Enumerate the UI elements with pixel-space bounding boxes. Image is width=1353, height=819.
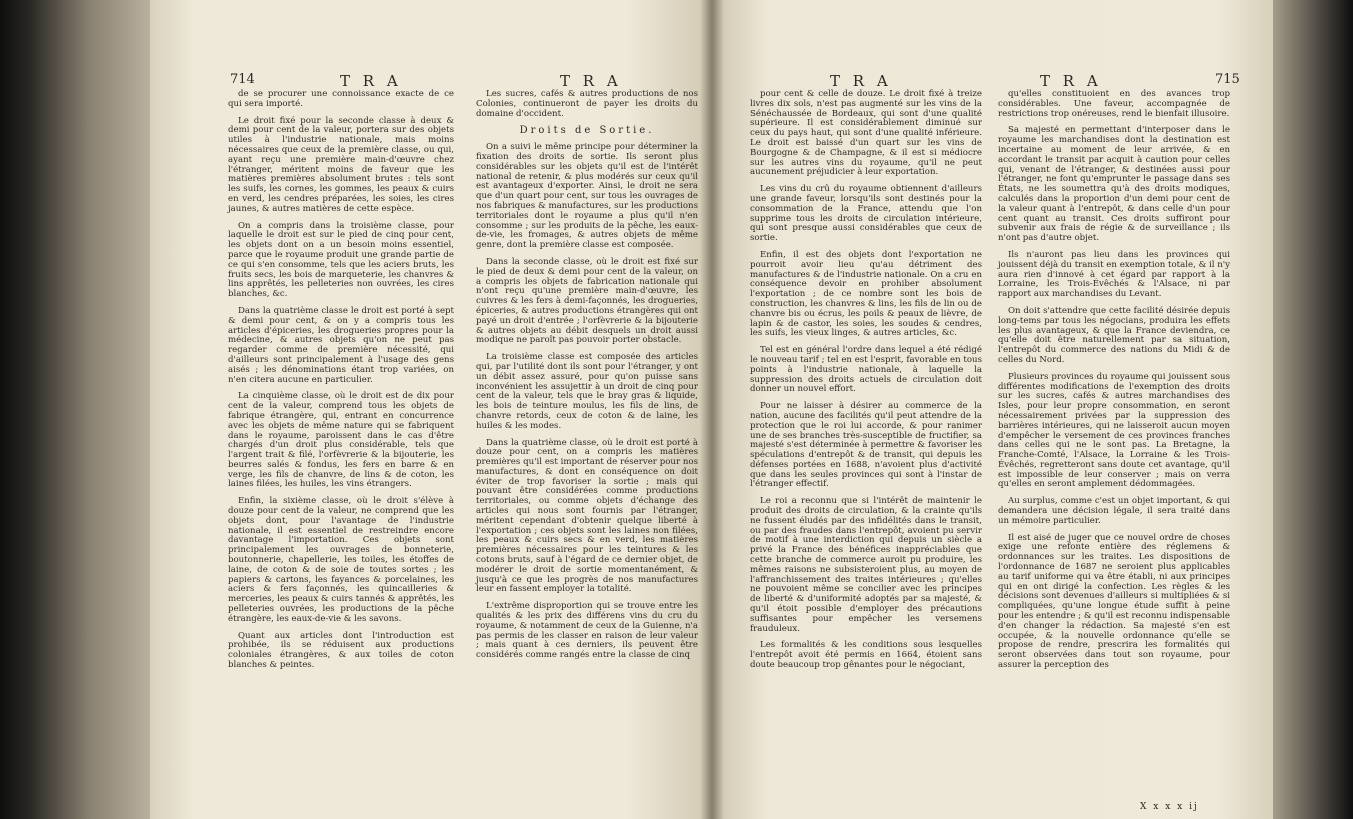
paragraph: qu'elles constituoient en des avances trop considérables. Une faveur, accompagnée de restrictions trop onéreuses, rend le bienfait illusoire.: [998, 89, 1230, 119]
left-column-1: [228, 90, 454, 678]
paragraph: On a compris dans la troisième classe, pour laquelle le droit est sur le pied de cinq pour cent, les objets dont on a un besoin moins essentiel, parce que le royaume produit une grande partie de ce qui s'en consomme, tels que les aciers bruts, les fruits secs, les bois de marqueterie, les chanvres & lins apprêtés, les pelleteries non ouvrées, les cires blanches, &c.: [228, 220, 454, 300]
right-column-2: [998, 90, 1230, 678]
paragraph: Le roi a reconnu que si l'intérêt de maintenir le produit des droits de circulation, & la crainte qu'ils ne fussent éludés par des infidélités dans le transit, ou par des fraudes dans l'entrepôt, avoient pu servir de motif à une interdiction qui depuis un siècle a privé la France des bénéfices inappréciables que cette branche de commerce auroit pu produire, les mêmes raisons ne subsisteroient plus, au moyen de l'affranchissement des traites intérieures ; qu'elles ne pouvoient même se concilier avec les principes de liberté & d'uniformité adoptés par sa majesté, & qu'il étoit possible d'employer des précautions suffisantes pour empêcher les versemens frauduleux.: [750, 496, 982, 634]
paragraph: pour cent & celle de douze. Le droit fixé à treize livres dix sols, n'est pas augmenté sur les vins de la Sénéchaussée de Bordeaux, qui sont d'une qualité supérieure. Il est considérablement diminué sur ceux du pays haut, qui sont d'une qualité inférieure. Le droit est baissé d'un quart sur les vins de Bourgogne & de Champagne, & il est si médiocre sur les autres vins du royaume, qu'il ne peut aucunement préjudicier à leur exportation.: [750, 89, 982, 178]
left-page-number: 714: [230, 72, 255, 87]
paragraph: Sa majesté en permettant d'interposer dans le royaume les marchandises dont la destination est incertaine au moment de leur arrivée, & en accordant le transit par acquit à caution pour celles qui, venant de l'étranger, & destinées aussi pour l'étranger, ne font qu'emprunter le passage dans ses États, ne les soumettra qu'à des droits modiques, calculés dans la proportion d'un demi pour cent de la valeur quant à l'entrepôt, & dans celle d'un pour cent quant au transit. Ces droits suffiront pour subvenir aux frais de régie & de surveillance ; ils n'ont pas d'autre objet.: [998, 125, 1230, 244]
right-column-1: [750, 90, 982, 678]
paragraph: On doit s'attendre que cette facilité désirée depuis long-tems par tous les négocians, produira les effets les plus avantageux, & que la France deviendra, ce qu'elle doit être naturellement par sa situation, l'entrepôt du commerce des nations du Midi & de celles du Nord.: [998, 305, 1230, 365]
left-running-head-2: T R A: [560, 72, 622, 90]
paragraph: L'extrême disproportion qui se trouve entre les qualités & les prix des différens vins du cru du royaume, & notamment de ceux de la Guienne, n'a pas permis de les classer en raison de leur valeur ; mais quant à ces derniers, ils peuvent être considérés comme rangés entre la classe de cinq: [476, 601, 698, 661]
paragraph: On a suivi le même principe pour déterminer la fixation des droits de sortie. Ils seront plus considérables sur les objets qu'il est de l'intérêt national de retenir, & plus modérés sur ceux qu'il est avantageux d'exporter. Ainsi, le droit ne sera que d'un quart pour cent, sur tous les ouvrages de nos fabriques & manufactures, sur les productions territoriales dont le royaume a plus qu'il n'en consomme ; sur les produits de la pêche, les eaux-de-vie, les fromages, & autres objets de même genre, dont la première classe est composée.: [476, 142, 698, 251]
left-column-2: [476, 90, 698, 668]
section-heading-droits-de-sortie: Droits de Sortie.: [519, 125, 655, 137]
paragraph: Les vins du crû du royaume obtiennent d'ailleurs une grande faveur, lorsqu'ils sont destinés pour la consommation de la France, attendu que l'on supprime tous les droits de circulation intérieure, qui sont presque aussi considérables que ceux de sortie.: [750, 184, 982, 244]
paragraph: Enfin, la sixième classe, où le droit s'élève à douze pour cent de la valeur, ne comprend que les objets dont, pour l'avantage de l'industrie nationale, il est essentiel de restreindre encore davantage l'importation. Ces objets sont principalement les ouvrages de bonneterie, boutonnerie, chapellerie, les toiles, les étoffes de laine, de coton & de soie de toutes sortes ; les papiers & cartons, les fayances & porcelaines, les aciers & fers façonnés, les quincailleries & merceries, les peaux & cuirs tannés & apprêtés, les pelleteries ouvrées, les productions de la pêche étrangère, les eaux-de-vie & les savons.: [228, 496, 454, 624]
book-edge-right: [1273, 0, 1353, 819]
paragraph: Le droit fixé pour la seconde classe à deux & demi pour cent de la valeur, portera sur des objets utiles à l'industrie nationale, mais moins nécessaires que ceux de la première classe, ou qui, ayant reçu une première main-d'œuvre chez l'étranger, méritent moins de faveur que les matières premières absolument brutes : tels sont les suifs, les cornes, les gommes, les peaux & cuirs en verd, les cendres préparées, les soies, les cires jaunes, & autres matières de cette espèce.: [228, 115, 454, 214]
book-gutter: [700, 0, 724, 819]
left-page: [150, 0, 710, 819]
paragraph: Pour ne laisser à désirer au commerce de la nation, aucune des facilités qu'il peut attendre de la protection que le roi lui accorde, & pour ranimer une de ses branches très-susceptible de fructifier, sa majesté s'est déterminée à permettre & favoriser les spéculations d'entrepôt & de transit, qui depuis les défenses portées en 1688, n'avoient plus d'activité que dans les seules provinces qui sont à l'instar de l'étranger effectif.: [750, 401, 982, 490]
paragraph: La cinquième classe, où le droit est de dix pour cent de la valeur, comprend tous les objets de fabrique étrangère, qui, entrant en concurrence avec les objets de même nature qui se fabriquent dans le royaume, paroissent dans le cas d'être chargés d'un droit plus considérable, tels que l'argent trait & filé, l'orfèvrerie & la bijouterie, les beurres salés & fondus, les fers en barre & en verge, les fils de chanvre, de lins & de coton, les laines filées, les huiles, les vins étrangers.: [228, 391, 454, 490]
book-edge-left: [0, 0, 150, 819]
paragraph: Tel est en général l'ordre dans lequel a été rédigé le nouveau tarif ; tel en est l'esprit, favorable en tous points à l'industrie nationale, à laquelle la suppression des droits actuels de circulation doit donner un nouvel effort.: [750, 345, 982, 395]
right-running-head-1: T R A: [830, 72, 892, 90]
paragraph: Dans la seconde classe, où le droit est fixé sur le pied de deux & demi pour cent de la valeur, on a compris les objets de fabrication nationale qui n'ont reçu qu'une première main-d'œuvre, les cuivres & les fers à demi-façonnés, les drogueries, épiceries, & autres productions étrangères qui ont payé un droit d'entrée ; l'orfèvrerie & la bijouterie & autres objets au débit desquels un droit aussi modique ne paroît pas pouvoir porter obstacle.: [476, 256, 698, 346]
paragraph: Les formalités & les conditions sous lesquelles l'entrepôt avoit été permis en 1664, étoient sans doute beaucoup trop gênantes pour le négociant,: [750, 640, 982, 671]
left-col2-lead: Les sucres, cafés & autres productions de nos Colonies, continueront de payer les droits du domaine d'occident.: [476, 89, 698, 119]
right-page: [710, 0, 1273, 819]
right-running-head-2: T R A: [1040, 72, 1102, 90]
paragraph: Dans la quatrième classe, où le droit est porté à douze pour cent, on a compris les matières premières qu'il est important de réserver pour nos manufactures, & dont en conséquence on doit éviter de trop favoriser la sortie ; mais qui pouvant être considérées comme productions territoriales, ou comme objets d'échange des articles qui nous sont fournis par l'étranger, méritent cependant d'obtenir quelque liberté à l'exportation ; ces objets sont les laines non filées, les peaux & cuirs secs & en verd, les matières premières nécessaires pour les teintures & les cotons bruts, sauf à l'égard de ce dernier objet, de modérer le droit de sortie momentanément, & jusqu'à ce que les progrès de nos manufactures leur en fassent employer la totalité.: [476, 437, 698, 595]
paragraph: Enfin, il est des objets dont l'exportation ne pourroit avoir lieu qu'au détriment des manufactures & de l'industrie nationale. On a cru en conséquence devoir en prohiber absolument l'exportation ; de ce nombre sont les bois de construction, les chanvres & lins, les fils de lin ou de chanvre bis ou écrus, les poils & peaux de lièvre, de lapin & de castor, les soies, les soudes & cendres, les suifs, les vieux linges, & autres articles, &c.: [750, 249, 982, 339]
paragraph: La troisième classe est composée des articles qui, par l'utilité dont ils sont pour l'étranger, y ont un débit assez assuré, pour qu'on puisse sans inconvénient les assujettir à un droit de cinq pour cent de la valeur, tels que le bray gras & liquide, les bois de teinture moulus, les fils de lins, de chanvre retords, ceux de coton & de laine, les huiles & les modes.: [476, 352, 698, 431]
paragraph: Ils n'auront pas lieu dans les provinces qui jouissent déjà du transit en exemption totale, & il n'y aura rien d'innové à cet égard par rapport à la Lorraine, les Trois-Évêchés & l'Alsace, ni par rapport aux marchandises du Levant.: [998, 249, 1230, 300]
paragraph: Au surplus, comme c'est un objet important, & qui demandera une décision légale, il sera traité dans un mémoire particulier.: [998, 496, 1230, 526]
paragraph: Plusieurs provinces du royaume qui jouissent sous différentes modifications de l'exemption des droits sur les sucres, cafés & autres marchandises des Isles, pour leur propre consommation, en seront nécessairement privées par la suppression des barrières intérieures, qui ne laisseroit aucun moyen d'empêcher le versement de ces provinces franches dans celles qui ne le sont pas. La Bretagne, la Franche-Comté, l'Alsace, la Lorraine & les Trois-Évêchés, regretteront sans doute cet avantage, qu'il est impossible de leur conserver ; mais on verra qu'elles en seront amplement dédommagées.: [998, 371, 1230, 490]
catchword: X x x x ij: [1140, 802, 1199, 812]
paragraph: Il est aisé de juger que ce nouvel ordre de choses exige une refonte entière des réglemens & ordonnances sur les traites. Les dispositions de l'ordonnance de 1687 ne seroient plus applicables au tarif uniforme qui va être établi, ni aux principes qui en ont dirigé la confection. Les règles & les décisions sont devenues d'ailleurs si multipliées & si compliquées, qu'une longue étude suffit à peine pour les entendre ; & qu'il est reconnu indispensable d'en changer la rédaction. Sa majesté s'en est occupée, & la nouvelle ordonnance qu'elle se propose de rendre, prescrira les formalités qui seront observées dans tout son royaume, pour assurer la perception des: [998, 532, 1230, 671]
paragraph: Quant aux articles dont l'introduction est prohibée, ils se réduisent aux productions coloniales étrangères, & aux toiles de coton blanches & peintes.: [228, 630, 454, 671]
left-running-head-1: T R A: [340, 72, 402, 90]
paragraph: de se procurer une connoissance exacte de ce qui sera importé.: [228, 89, 454, 109]
paragraph: Dans la quatrième classe le droit est porté à sept & demi pour cent, & on y a compris tous les articles d'épiceries, les drogueries propres pour la médecine, & autres objets qu'on ne peut pas regarder comme de première nécessité, qui d'ailleurs sont principalement à l'usage des gens aisés ; les dénominations étant trop variées, on n'en citera aucune en particulier.: [228, 305, 454, 385]
right-page-number: 715: [1215, 72, 1240, 87]
